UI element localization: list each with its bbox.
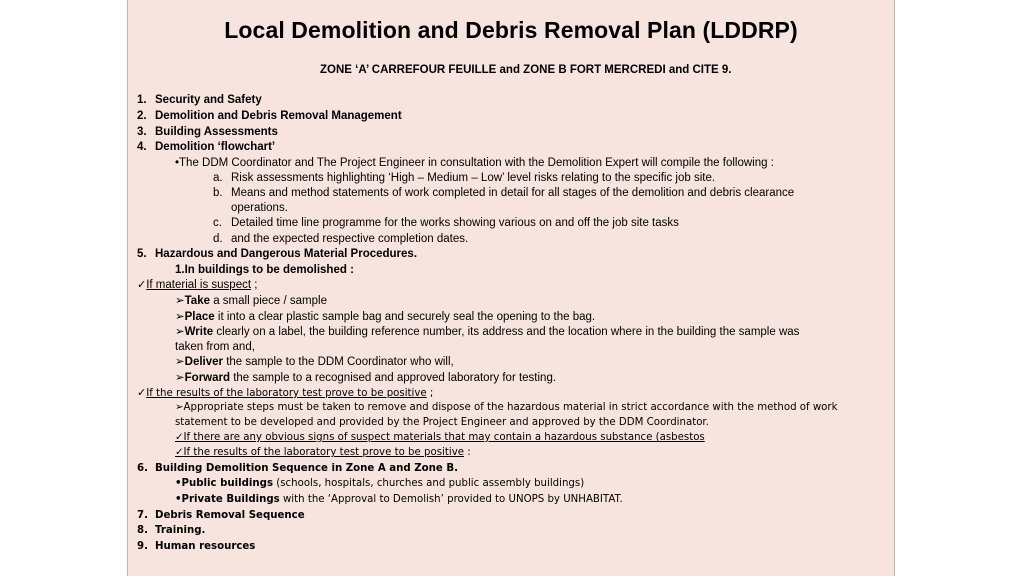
sub-list-item: b. Means and method statements of work completed in detail for all stages of the demolition and debris clearance: [213, 187, 795, 199]
check-item: ✓If the results of the laboratory test prove to be positive ;: [137, 386, 434, 399]
arrow-icon: ➢: [175, 356, 185, 368]
bullet-item: •Private Buildings with the ‘Approval to Demolish’ provided to UNOPS by UNHABITAT.: [175, 494, 623, 505]
step-item: ➢Place it into a clear plastic sample bag and securely seal the opening to the bag.: [175, 311, 596, 323]
step-item: ➢Forward the sample to a recognised and approved laboratory for testing.: [175, 372, 557, 384]
step-item: ➢Deliver the sample to the DDM Coordinator who will,: [175, 356, 454, 368]
sub-list-item: a. Risk assessments highlighting ‘High – Medium – Low’ level risks relating to the specific job site.: [213, 172, 716, 184]
list-item: 8. Training.: [137, 525, 206, 536]
arrow-icon: ➢: [175, 326, 185, 338]
bullet-item: •Public buildings (schools, hospitals, churches and public assembly buildings): [175, 478, 585, 489]
step-item: taken from and,: [175, 341, 255, 353]
list-item: 9. Human resources: [137, 541, 256, 552]
arrow-icon: ➢: [175, 311, 185, 323]
list-item: 6. Building Demolition Sequence in Zone A and Zone B.: [137, 463, 458, 474]
list-item: 5. Hazardous and Dangerous Material Procedures.: [137, 248, 418, 260]
arrow-icon: ➢: [175, 295, 185, 307]
positive-text: ➢Appropriate steps must be taken to remove and dispose of the hazardous material in strict accordance with the method of work: [175, 402, 838, 413]
sub-list-item: c. Detailed time line programme for the works showing various on and off the job site tasks: [213, 217, 679, 229]
check-icon: ✓: [137, 279, 147, 291]
slide: [127, 0, 895, 576]
sub-list-item: operations.: [231, 202, 288, 214]
sub-list-item: d. and the expected respective completion dates.: [213, 233, 469, 245]
section-subheading: 1.In buildings to be demolished :: [175, 264, 354, 276]
list-item: 7. Debris Removal Sequence: [137, 510, 305, 521]
arrow-icon: ➢: [175, 372, 185, 384]
page-title: Local Demolition and Debris Removal Plan (LDDRP): [224, 17, 798, 43]
flowchart-intro: •The DDM Coordinator and The Project Engineer in consultation with the Demolition Expert will compile the following :: [175, 157, 774, 169]
page-subtitle: ZONE ‘A’ CARREFOUR FEUILLE and ZONE B FORT MERCREDI and CITE 9.: [320, 64, 732, 76]
list-item: 3. Building Assessments: [137, 126, 278, 138]
step-item: ➢Write clearly on a label, the building reference number, its address and the location where in the building the sample was: [175, 326, 800, 338]
check-item: ✓If material is suspect ;: [137, 279, 258, 291]
list-item: 4. Demolition ‘flowchart’: [137, 141, 276, 153]
positive-sub-check: ✓If the results of the laboratory test prove to be positive :: [175, 447, 471, 458]
positive-text: statement to be developed and provided by the Project Engineer and approved by the DDM Coordinator.: [175, 417, 709, 428]
list-item: 1. Security and Safety: [137, 94, 262, 106]
positive-sub-check: ✓If there are any obvious signs of suspect materials that may contain a hazardous substance (asbestos: [175, 432, 705, 443]
check-icon: ✓: [137, 386, 147, 399]
step-item: ➢Take a small piece / sample: [175, 295, 327, 307]
list-item: 2. Demolition and Debris Removal Management: [137, 110, 402, 122]
